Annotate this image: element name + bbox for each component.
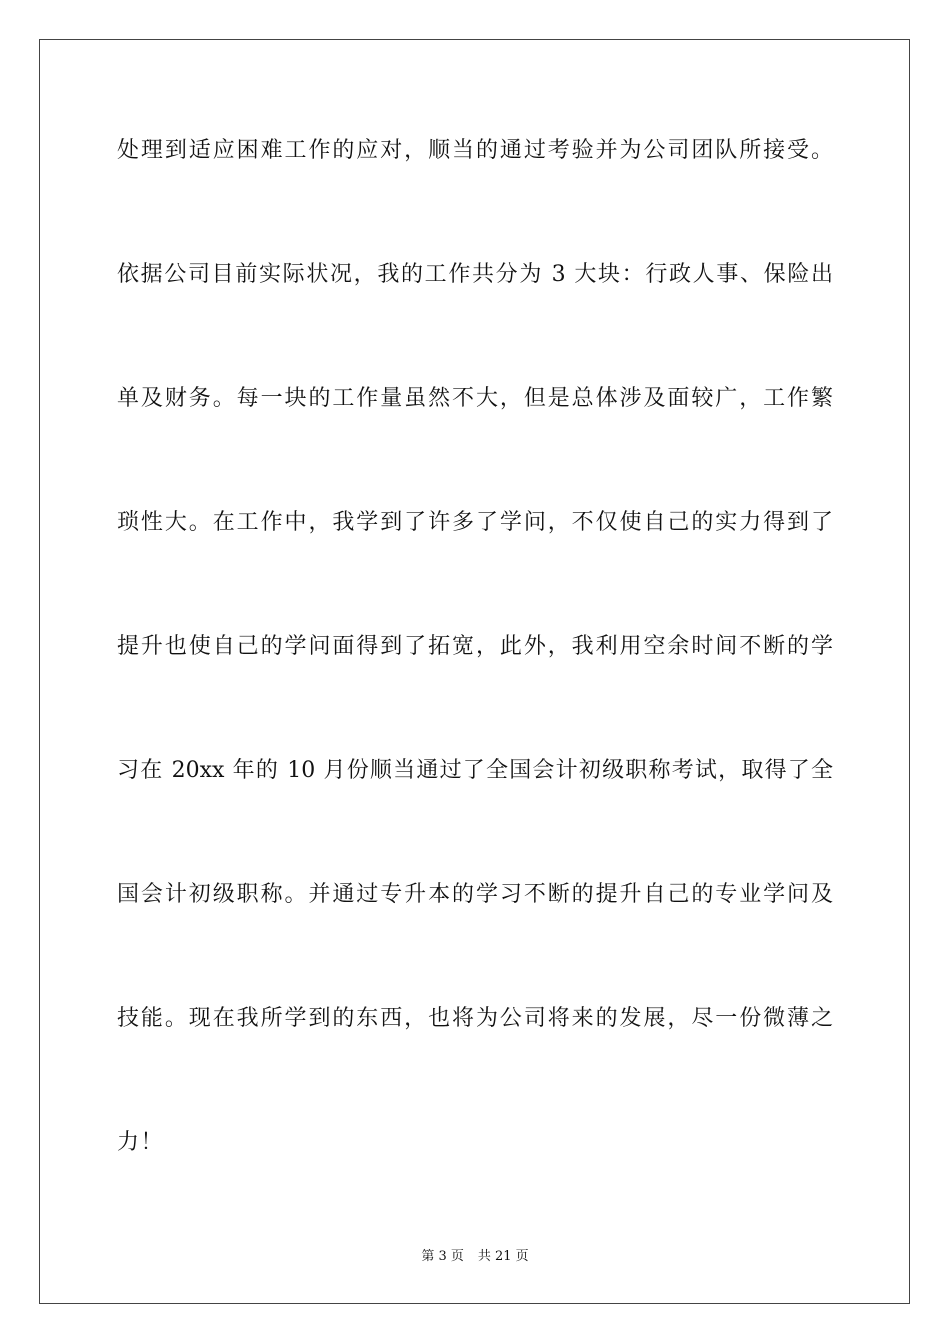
body-text-line-5: 提升也使自己的学问面得到了拓宽，此外，我利用空余时间不断的学: [117, 634, 833, 659]
body-text-line-1: 处理到适应困难工作的应对，顺当的通过考验并为公司团队所接受。: [117, 138, 833, 163]
page-total: 共 21 页: [477, 1249, 529, 1264]
page-footer: [0, 1247, 950, 1267]
body-text-line-9: 力！: [117, 1130, 165, 1155]
body-text-line-6: 习在 20xx 年的 10 月份顺当通过了全国会计初级职称考试，取得了全: [117, 758, 833, 783]
body-text-line-8: 技能。现在我所学到的东西，也将为公司将来的发展，尽一份微薄之: [117, 1006, 833, 1031]
page-number: 第 3 页: [421, 1249, 464, 1264]
body-text-line-7: 国会计初级职称。并通过专升本的学习不断的提升自己的专业学问及: [117, 882, 833, 907]
body-text-line-4: 琐性大。在工作中，我学到了许多了学问，不仅使自己的实力得到了: [117, 510, 833, 535]
page-frame: [39, 39, 910, 1304]
body-text-line-2: 依据公司目前实际状况，我的工作共分为 3 大块：行政人事、保险出: [117, 262, 833, 287]
body-text-line-3: 单及财务。每一块的工作量虽然不大，但是总体涉及面较广，工作繁: [117, 386, 833, 411]
